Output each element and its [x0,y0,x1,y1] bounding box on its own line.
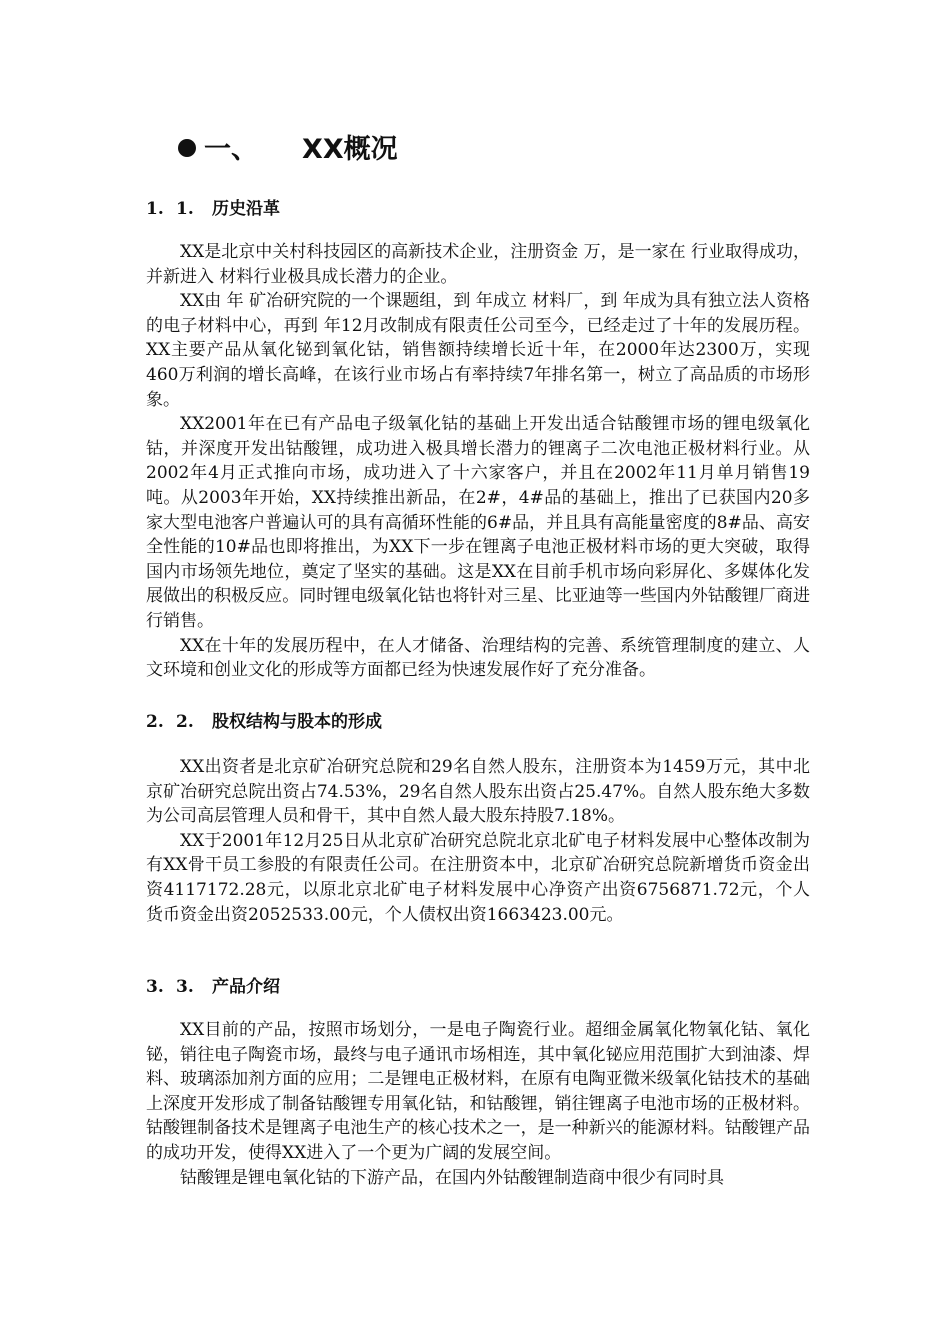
chapter-title: XX概况 [302,134,398,165]
section-number-inner: 3. [176,977,194,997]
section-heading-1 [146,197,280,221]
section-body-1 [146,240,810,683]
paragraph: XX2001年在已有产品电子级氧化钴的基础上开发出适合钴酸锂市场的锂电级氧化钴，并深度开发出钴酸锂，成功进入极具增长潜力的锂离子二次电池正极材料行业。从2002年4月正式推向市场，成功进入了十六家客户，并且在2002年11月单月销售19吨。从2003年开始，XX持续推出新品，在2#，4#品的基础上，推出了已获国内20多家大型电池客户普遍认可的具有高循环性能的6#品，并且具有高能量密度的8#品、高安全性能的10#品也即将推出，为XX下一步在锂离子电池正极材料市场的更大突破，取得国内市场领先地位，奠定了坚实的基础。这是XX在目前手机市场向彩屏化、多媒体化发展做出的积极反应。同时锂电级氧化钴也将针对三星、比亚迪等一些国内外钴酸锂厂商进行销售。 [146,414,810,631]
paragraph: XX由 年 矿冶研究院的一个课题组，到 年成立 材料厂，到 年成为具有独立法人资格的电子材料中心，再到 年12月改制成有限责任公司至今，已经走过了十年的发展历程。XX主要产品从氧化铋到氧化钴，销售额持续增长近十年，在2000年达2300万，实现460万利润的增长高峰，在该行业市场占有率持续7年排名第一，树立了高品质的市场形象。 [146,291,810,410]
bullet-icon [178,139,196,157]
paragraph: XX是北京中关村科技园区的高新技术企业，注册资金 万，是一家在 行业取得成功，并新进入 材料行业极具成长潜力的企业。 [146,242,811,287]
chapter-number: 一、 [204,134,258,165]
section-number-inner: 1. [176,199,194,219]
section-title: 股权结构与股本的形成 [212,712,382,732]
section-heading-2 [146,710,382,734]
section-heading-3 [146,975,280,999]
section-body-3 [146,1018,810,1190]
paragraph: XX出资者是北京矿冶研究总院和29名自然人股东，注册资本为1459万元，其中北京矿冶研究总院出资占74.53%，29名自然人股东出资占25.47%。自然人股东绝大多数为公司高层管理人员和骨干，其中自然人最大股东持股7.18%。 [146,757,810,827]
section-title: 产品介绍 [212,977,280,997]
chapter-heading [178,132,398,168]
paragraph: 钴酸锂是锂电氧化钴的下游产品，在国内外钴酸锂制造商中很少有同时具 [180,1167,724,1188]
section-title: 历史沿革 [212,199,280,219]
section-number-inner: 2. [176,712,194,732]
paragraph: XX目前的产品，按照市场划分，一是电子陶瓷行业。超细金属氧化物氧化钴、氧化铋，销往电子陶瓷市场，最终与电子通讯市场相连，其中氧化铋应用范围扩大到油漆、焊料、玻璃添加剂方面的应用；二是锂电正极材料，在原有电陶亚微米级氧化钴技术的基础上深度开发形成了制备钴酸锂专用氧化钴，和钴酸锂，销往锂离子电池市场的正极材料。钴酸锂制备技术是锂离子电池生产的核心技术之一，是一种新兴的能源材料。钴酸锂产品的成功开发，使得XX进入了一个更为广阔的发展空间。 [146,1020,810,1163]
section-number-outer: 2. [146,712,164,732]
section-number-outer: 1. [146,199,164,219]
paragraph: XX在十年的发展历程中，在人才储备、治理结构的完善、系统管理制度的建立、人文环境和创业文化的形成等方面都已经为快速发展作好了充分准备。 [146,635,810,681]
section-number-outer: 3. [146,977,164,997]
section-body-2 [146,755,810,927]
paragraph: XX于2001年12月25日从北京矿冶研究总院北京北矿电子材料发展中心整体改制为有XX骨干员工参股的有限责任公司。在注册资本中，北京矿冶研究总院新增货币资金出资4117172.28元，以原北京北矿电子材料发展中心净资产出资6756871.72元，个人货币资金出资2052533.00元，个人债权出资1663423.00元。 [146,830,810,925]
